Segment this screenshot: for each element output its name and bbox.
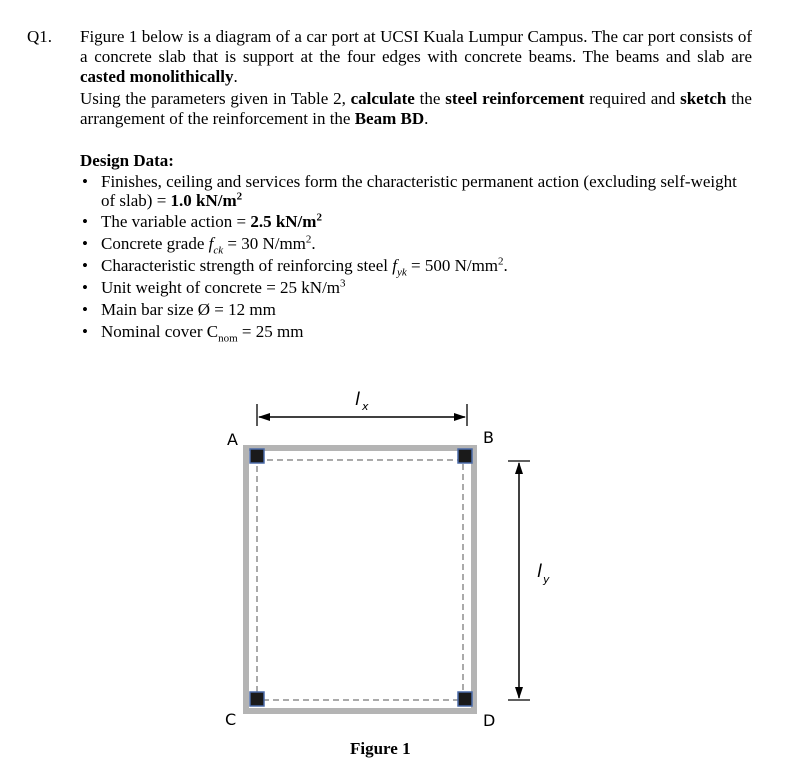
list-item-nominal-cover [80, 322, 752, 345]
steel-strength-period: . [503, 256, 508, 275]
nominal-cover-sub: nom [218, 332, 238, 345]
steel-strength-text: Characteristic strength of reinforcing steel [101, 256, 393, 275]
permanent-action-value: 1.0 kN/m [170, 191, 237, 210]
lx-symbol: l [355, 389, 361, 410]
beam-outline [246, 448, 474, 711]
label-a: A [227, 430, 238, 449]
steel-strength-symbol: f [392, 256, 397, 275]
task-bold-calculate: calculate [350, 89, 415, 108]
variable-action-unit-sup: 2 [316, 211, 322, 224]
column-c [250, 692, 264, 706]
design-data-list [80, 172, 752, 344]
column-b [458, 449, 472, 463]
lx-arrow-left-icon [258, 413, 270, 421]
column-d [458, 692, 472, 706]
ly-subscript: y [543, 573, 550, 586]
label-c: C [225, 710, 237, 729]
ly-arrow-bottom-icon [515, 687, 523, 699]
intro-period: . [233, 67, 238, 86]
nominal-cover-text: Nominal cover C [101, 322, 219, 341]
concrete-grade-symbol: f [208, 234, 214, 253]
design-data-title: Design Data: [80, 151, 174, 170]
slab-dashed-edge [257, 460, 463, 700]
steel-strength-sub: yk [396, 266, 407, 279]
concrete-grade-value: = 30 N/mm [223, 234, 306, 253]
task-bold-beam: Beam BD [354, 109, 425, 128]
steel-strength-unit-sup: 2 [498, 255, 504, 268]
ly-symbol: l [537, 561, 543, 582]
permanent-action-text: Finishes, ceiling and services form the characteristic permanent action (excluding self-weight of slab) = [101, 172, 737, 210]
list-item-unit-weight [80, 278, 752, 297]
columns [250, 449, 472, 706]
unit-weight-unit-sup: 3 [340, 277, 346, 290]
figure-caption: Figure 1 [350, 739, 411, 758]
intro-text: Figure 1 below is a diagram of a car port at UCSI Kuala Lumpur Campus. The car port consists of a concrete slab that is support at the four edges with concrete beams. The beams and slab are [80, 27, 752, 66]
column-a [250, 449, 264, 463]
variable-action-text: The variable action = [101, 212, 251, 231]
list-item-variable-action [80, 212, 752, 231]
concrete-grade-period: . [311, 234, 316, 253]
unit-weight-text: Unit weight of concrete = 25 kN/m [101, 278, 341, 297]
ly-dimension [508, 461, 550, 700]
list-item-permanent-action [80, 172, 752, 210]
label-d: D [483, 711, 496, 730]
list-item-concrete-grade [80, 233, 752, 257]
task-bold-steel: steel reinforcement [445, 89, 585, 108]
permanent-action-unit-sup: 2 [236, 190, 243, 203]
figure-1-diagram [210, 385, 570, 765]
car-port-plan-svg [210, 385, 570, 765]
lx-arrow-right-icon [454, 413, 466, 421]
intro-bold-monolithic: casted monolithically [80, 67, 234, 86]
label-b: B [483, 428, 494, 447]
task-period: . [424, 109, 429, 128]
concrete-grade-unit-sup: 2 [305, 233, 312, 246]
steel-strength-value: = 500 N/mm [406, 256, 499, 275]
question-intro-paragraph [80, 27, 752, 87]
list-item-steel-strength [80, 255, 752, 279]
list-item-bar-size [80, 300, 752, 319]
task-text-2: the [414, 89, 446, 108]
lx-dimension [257, 389, 467, 426]
task-text-1: Using the parameters given in Table 2, [80, 89, 351, 108]
question-task-paragraph [80, 89, 752, 129]
beams [246, 448, 474, 711]
concrete-grade-sub: ck [213, 244, 224, 257]
question-number: Q1. [27, 27, 53, 46]
lx-subscript: x [362, 400, 369, 413]
task-bold-sketch: sketch [680, 89, 727, 108]
nominal-cover-value: = 25 mm [237, 322, 304, 341]
task-text-3: required and [584, 89, 681, 108]
variable-action-value: 2.5 kN/m [250, 212, 317, 231]
ly-arrow-top-icon [515, 462, 523, 474]
bar-size-text: Main bar size Ø = 12 mm [101, 300, 276, 319]
task-text-4: the arrangement of the reinforcement in the [80, 89, 752, 128]
concrete-grade-text: Concrete grade [101, 234, 209, 253]
